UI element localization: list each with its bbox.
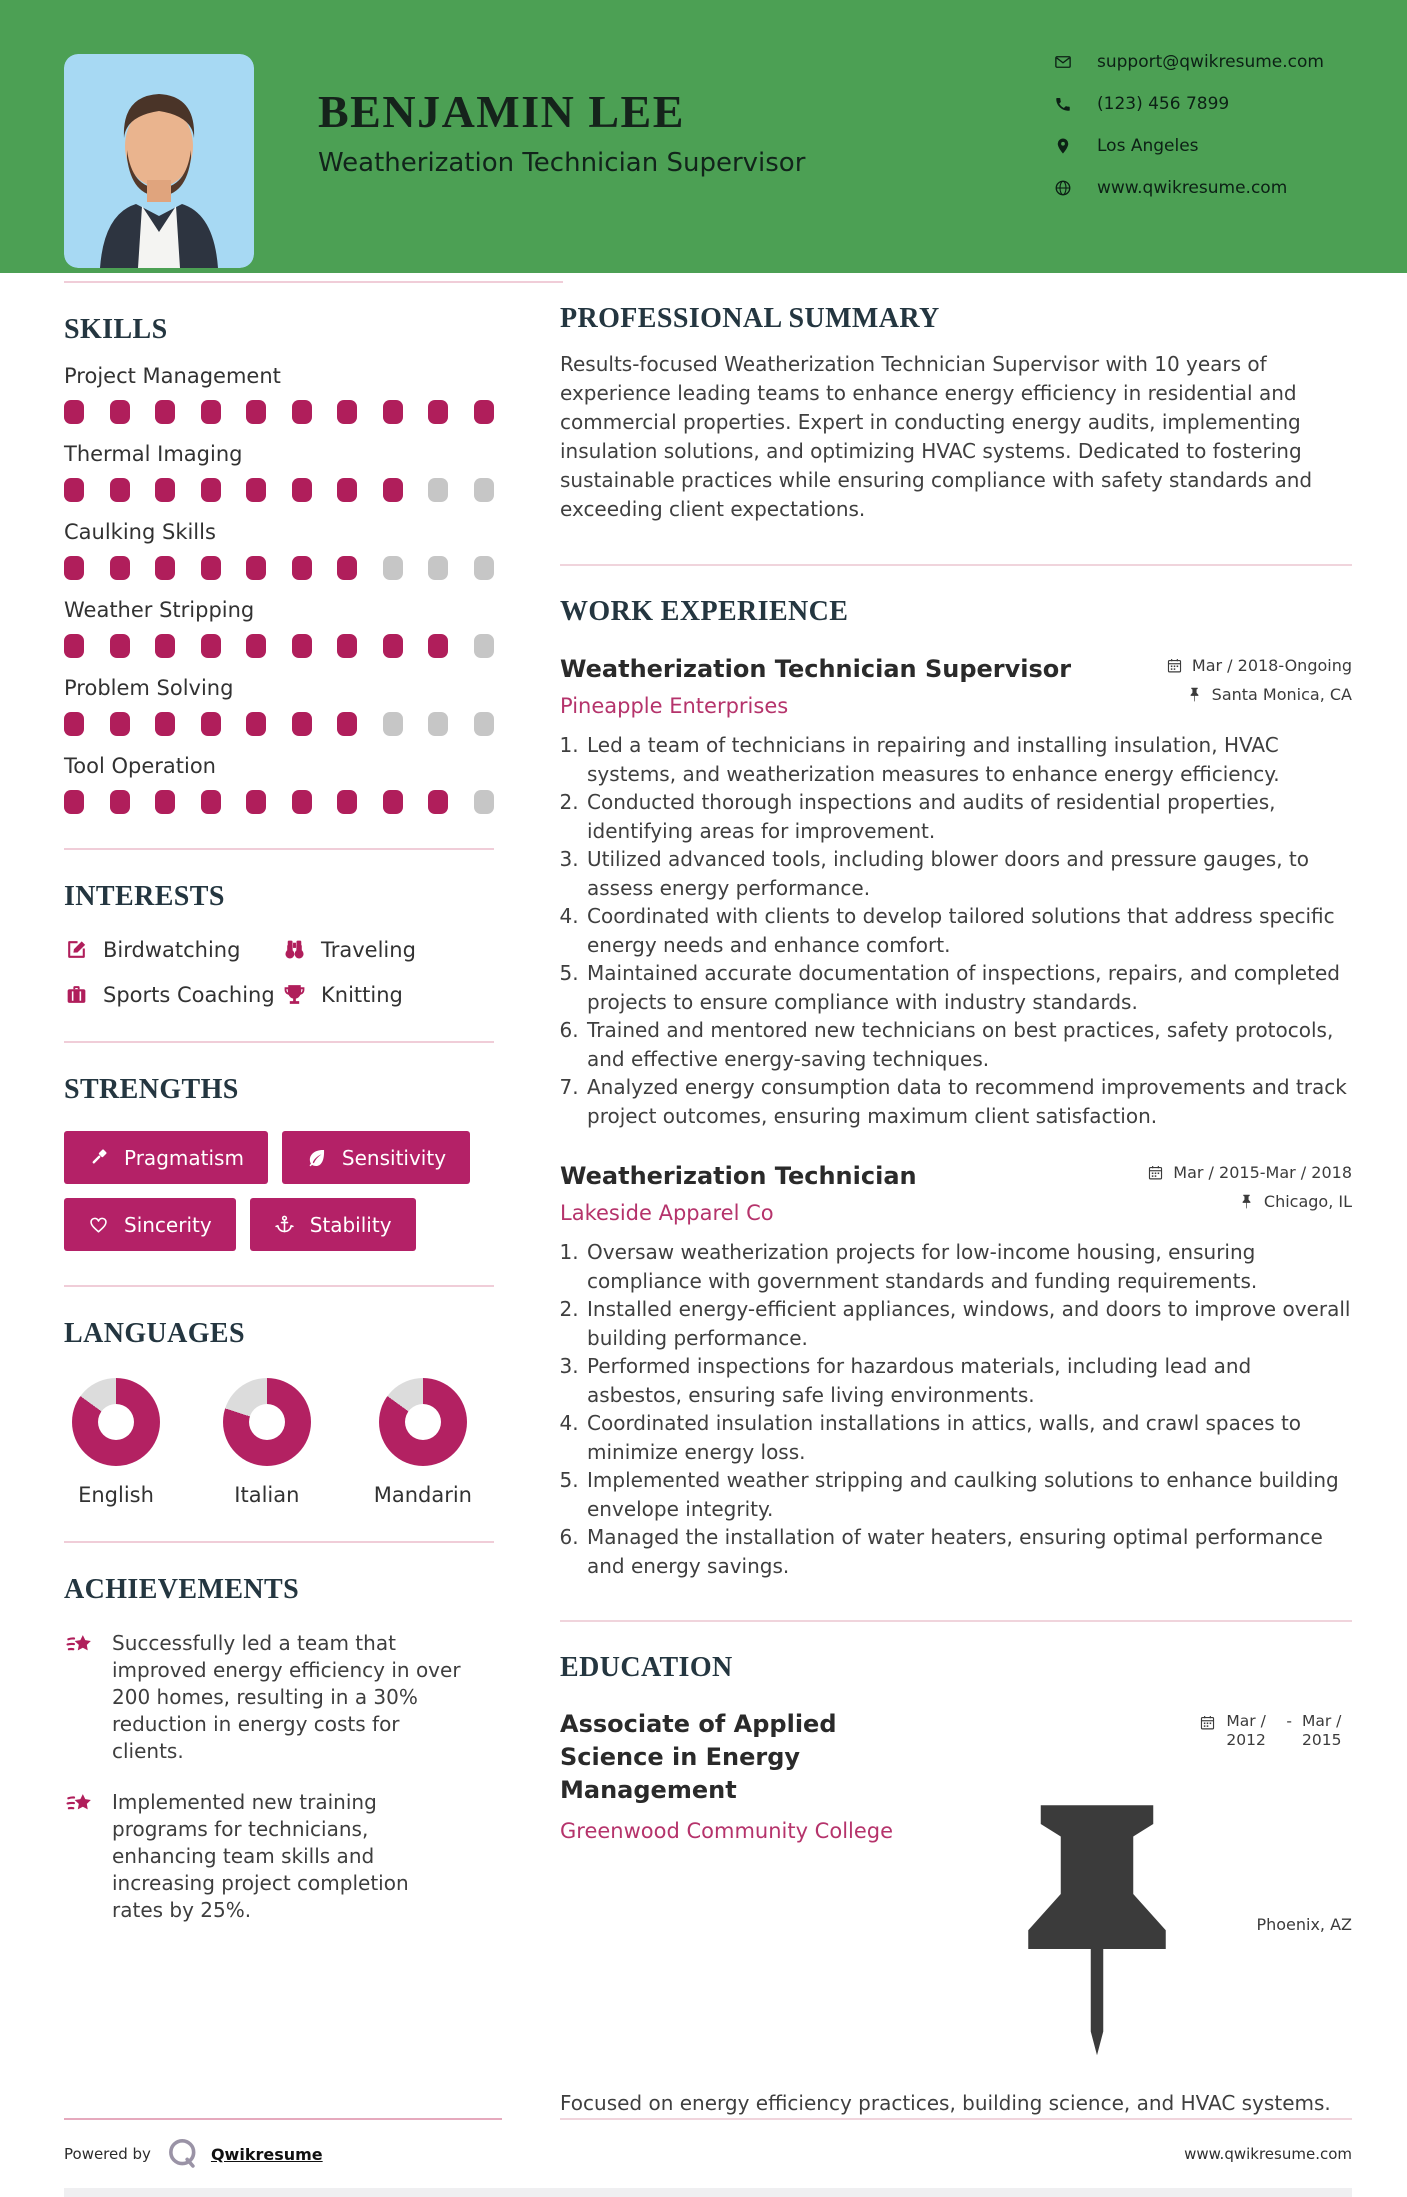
skill-dot [337, 478, 357, 502]
shooting-star-icon [64, 1631, 97, 1662]
job-bullet: 3. Performed inspections for hazardous materials, including lead and asbestos, ensuring safe living environments. [585, 1352, 1352, 1409]
skill-dot [337, 712, 357, 736]
language-label: Mandarin [373, 1483, 472, 1507]
strength-label: Stability [309, 1212, 392, 1237]
education-location: Phoenix, AZ [1256, 1914, 1352, 1934]
skill-dot [246, 790, 266, 814]
skill-dot [110, 556, 130, 580]
interest-item [282, 982, 494, 1007]
job-bullet: 1. Led a team of technicians in repairing and installing insulation, HVAC systems, and weatherization measures to enhance energy efficiency. [585, 731, 1352, 788]
job-location-row [1238, 1192, 1352, 1211]
job-bullet: 5. Maintained accurate documentation of inspections, repairs, and completed projects to ensure compliance with industry standards. [585, 959, 1352, 1016]
job-title: Weatherization Technician Supervisor [560, 655, 1072, 683]
skill-item [64, 754, 494, 814]
strength-badge [282, 1131, 470, 1184]
skill-item [64, 442, 494, 502]
job-bullet: 5. Implemented weather stripping and caulking solutions to enhance building envelope integrity. [585, 1466, 1352, 1523]
skill-dot [64, 712, 84, 736]
contact-text: support@qwikresume.com [1097, 52, 1324, 72]
skill-rating [64, 634, 494, 658]
skill-dot [201, 790, 221, 814]
language-donut [223, 1378, 311, 1466]
interests-list [64, 937, 494, 1007]
pin-icon [947, 1774, 1247, 2074]
interest-label: Knitting [321, 982, 403, 1007]
person-title: Weatherization Technician Supervisor [318, 148, 806, 179]
main-content [0, 273, 1407, 2118]
skill-dot [337, 634, 357, 658]
trophy-icon [282, 982, 307, 1007]
skill-dot [246, 634, 266, 658]
contact-text: (123) 456 7899 [1097, 94, 1230, 114]
footer-dividers [64, 2118, 1352, 2120]
skill-dot [64, 634, 84, 658]
email-icon [1054, 53, 1072, 71]
skills-heading: SKILLS [64, 314, 168, 345]
jobs-list [560, 653, 1352, 1580]
phone-icon [1054, 95, 1072, 113]
person-name: BENJAMIN LEE [318, 86, 685, 137]
skill-dot [474, 400, 494, 424]
brand-link[interactable]: Qwikresume [210, 2144, 323, 2164]
skill-dot [155, 400, 175, 424]
education-description: Focused on energy efficiency practices, building science, and HVAC systems. [560, 2091, 1331, 2115]
job-bullets [560, 1238, 1352, 1580]
languages-heading: LANGUAGES [64, 1318, 245, 1349]
skills-list [64, 364, 494, 814]
skill-dot [201, 556, 221, 580]
job-meta [1147, 1160, 1352, 1211]
language-donut [379, 1378, 467, 1466]
education-meta [947, 1708, 1352, 2074]
calendar-icon [1166, 657, 1183, 674]
achievement-text: Implemented new training programs for technicians, enhancing team skills and increasing project completion rates by 25%. [112, 1790, 409, 1922]
skill-dot [292, 712, 312, 736]
strength-badge [64, 1198, 236, 1251]
section-divider [560, 564, 1352, 566]
skill-label: Problem Solving [64, 676, 234, 700]
skill-label: Caulking Skills [64, 520, 216, 544]
skill-dot [292, 634, 312, 658]
skill-dot [110, 634, 130, 658]
achievement-item [64, 1789, 494, 1924]
skill-dot [64, 790, 84, 814]
skill-dot [201, 712, 221, 736]
pin-icon [1238, 1193, 1255, 1210]
shooting-star-icon [64, 1790, 97, 1821]
heart-icon [88, 1214, 109, 1235]
skill-dot [383, 400, 403, 424]
job-bullet: 6. Trained and mentored new technicians on best practices, safety protocols, and effective energy-saving techniques. [585, 1016, 1352, 1073]
job-location: Santa Monica, CA [1211, 685, 1352, 704]
skill-dot [64, 478, 84, 502]
skill-dot [64, 556, 84, 580]
interest-item [64, 937, 282, 962]
skill-dot [474, 556, 494, 580]
job-date: Mar / 2018-Ongoing [1191, 656, 1352, 675]
contact-text: www.qwikresume.com [1097, 178, 1288, 198]
job-date: Mar / 2015-Mar / 2018 [1173, 1163, 1352, 1182]
footer-divider-right [560, 2118, 1352, 2120]
skill-dot [155, 712, 175, 736]
globe-icon [1054, 179, 1072, 197]
job-date-row [1147, 1163, 1352, 1182]
skill-rating [64, 712, 494, 736]
job-bullet: 4. Coordinated with clients to develop tailored solutions that address specific energy needs and enhance comfort. [585, 902, 1352, 959]
job-company: Pineapple Enterprises [560, 694, 789, 718]
skill-dot [383, 556, 403, 580]
degree-title: Associate of Applied Science in Energy Management [560, 1710, 837, 1804]
language-label: English [78, 1483, 154, 1507]
content-column [560, 273, 1352, 2118]
skill-dot [428, 712, 448, 736]
briefcase-icon [64, 982, 89, 1007]
education-date-row [1199, 1712, 1352, 1750]
location-icon [1054, 137, 1072, 155]
skill-label: Thermal Imaging [64, 442, 243, 466]
languages-list [72, 1378, 472, 1507]
language-item [223, 1378, 311, 1507]
job-location-row [1186, 685, 1352, 704]
skill-dot [292, 478, 312, 502]
education-location-row [947, 1774, 1352, 2074]
calendar-icon [1147, 1164, 1164, 1181]
section-divider [64, 1285, 494, 1287]
skill-item [64, 598, 494, 658]
skill-dot [337, 790, 357, 814]
job-entry [560, 1160, 1352, 1580]
pin-icon [1186, 686, 1203, 703]
job-bullet: 6. Managed the installation of water heaters, ensuring optimal performance and energy savings. [585, 1523, 1352, 1580]
skill-dot [383, 478, 403, 502]
skill-label: Weather Stripping [64, 598, 255, 622]
job-bullet: 1. Oversaw weatherization projects for low-income housing, ensuring compliance with government standards and funding requirements. [585, 1238, 1352, 1295]
skill-dot [428, 478, 448, 502]
skill-item [64, 364, 494, 424]
job-bullet: 7. Analyzed energy consumption data to recommend improvements and track project outcomes, ensuring maximum client satisfaction. [585, 1073, 1352, 1130]
interest-label: Traveling [321, 937, 416, 962]
skill-dot [155, 478, 175, 502]
achievements-list [64, 1630, 494, 1924]
achievement-item [64, 1630, 494, 1765]
skill-dot [155, 634, 175, 658]
job-location: Chicago, IL [1263, 1192, 1352, 1211]
skill-label: Project Management [64, 364, 281, 388]
skill-dot [383, 712, 403, 736]
skill-dot [246, 556, 266, 580]
page-edge [64, 2188, 1352, 2197]
skill-dot [155, 790, 175, 814]
header-divider [64, 281, 563, 283]
skill-dot [110, 400, 130, 424]
skill-dot [64, 400, 84, 424]
skill-dot [474, 790, 494, 814]
skill-dot [383, 634, 403, 658]
skill-rating [64, 790, 494, 814]
profile-photo [64, 54, 254, 268]
footer-website: www.qwikresume.com [1184, 2145, 1352, 2163]
skill-label: Tool Operation [64, 754, 216, 778]
education-date-start: Mar / 2012 [1226, 1712, 1266, 1749]
job-header [560, 653, 1352, 718]
job-meta [1166, 653, 1352, 704]
section-divider [560, 1620, 1352, 1622]
pencil-icon [64, 937, 89, 962]
sidebar [64, 273, 494, 1924]
section-divider [64, 848, 494, 850]
education-heading: EDUCATION [560, 1652, 733, 1683]
strength-label: Sensitivity [341, 1145, 447, 1170]
contact-list [1054, 52, 1352, 198]
education-left [560, 1708, 947, 1843]
skill-dot [201, 634, 221, 658]
language-donut [72, 1378, 160, 1466]
skill-dot [337, 556, 357, 580]
education-date-separator: - [1286, 1712, 1292, 1730]
job-header [560, 1160, 1352, 1225]
footer-divider-left [64, 2118, 502, 2120]
skill-dot [246, 712, 266, 736]
interest-label: Birdwatching [103, 937, 241, 962]
language-item [374, 1378, 472, 1507]
job-bullet: 3. Utilized advanced tools, including blower doors and pressure gauges, to assess energy performance. [585, 845, 1352, 902]
anchor-icon [274, 1214, 295, 1235]
skill-dot [292, 556, 312, 580]
skill-item [64, 520, 494, 580]
skill-dot [110, 790, 130, 814]
interests-heading: INTERESTS [64, 881, 225, 912]
strengths-list [64, 1131, 504, 1251]
achievement-text: Successfully led a team that improved energy efficiency in over 200 homes, resulting in a 30% reduction in energy costs for clients. [112, 1631, 461, 1763]
contact-text: Los Angeles [1097, 136, 1199, 156]
job-entry [560, 653, 1352, 1130]
skill-dot [110, 712, 130, 736]
section-divider [64, 1541, 494, 1543]
job-bullet: 2. Installed energy-efficient appliances, windows, and doors to improve overall building performance. [585, 1295, 1352, 1352]
skill-rating [64, 556, 494, 580]
school-name: Greenwood Community College [560, 1819, 894, 1843]
skill-rating [64, 400, 494, 424]
language-item [72, 1378, 160, 1507]
language-label: Italian [234, 1483, 300, 1507]
skill-dot [428, 634, 448, 658]
skill-dot [428, 556, 448, 580]
interest-item [282, 937, 494, 962]
job-title: Weatherization Technician [560, 1162, 917, 1190]
strength-label: Pragmatism [124, 1145, 244, 1170]
section-divider [64, 1041, 494, 1043]
contact-item [1054, 94, 1352, 114]
skill-dot [292, 790, 312, 814]
education-entry [560, 1708, 1352, 2074]
job-bullet: 2. Conducted thorough inspections and audits of residential properties, identifying areas for improvement. [585, 788, 1352, 845]
summary-heading: PROFESSIONAL SUMMARY [560, 303, 940, 334]
skill-dot [474, 478, 494, 502]
binoculars-icon [282, 937, 307, 962]
job-title-block [560, 1160, 917, 1225]
interest-item [64, 982, 282, 1007]
education-date-end: Mar / 2015 [1302, 1712, 1342, 1749]
skill-dot [246, 400, 266, 424]
skill-dot [155, 556, 175, 580]
summary-text: Results-focused Weatherization Technician Supervisor with 10 years of experience leading teams to enhance energy efficiency in residential and commercial properties. Expert in conducting energy audits, implementing insulation solutions, and optimizing HVAC systems. Dedicated to fostering sustainable practices while ensuring compliance with safety standards and exceeding client expectations. [560, 352, 1313, 521]
strength-label: Sincerity [124, 1212, 212, 1237]
strength-badge [250, 1198, 416, 1251]
strengths-heading: STRENGTHS [64, 1074, 239, 1105]
header-band [0, 0, 1407, 273]
job-date-row [1166, 656, 1352, 675]
skill-dot [337, 400, 357, 424]
skill-dot [110, 478, 130, 502]
skill-dot [201, 478, 221, 502]
skill-dot [383, 790, 403, 814]
achievements-heading: ACHIEVEMENTS [64, 1574, 300, 1605]
powered-by-label: Powered by [64, 2145, 151, 2163]
experience-heading: WORK EXPERIENCE [560, 596, 849, 627]
job-title-block [560, 653, 1071, 718]
skill-dot [474, 712, 494, 736]
skill-rating [64, 478, 494, 502]
interest-label: Sports Coaching [103, 982, 275, 1007]
job-bullet: 4. Coordinated insulation installations in attics, walls, and crawl spaces to minimize energy loss. [585, 1409, 1352, 1466]
job-bullets [560, 731, 1352, 1130]
footer [0, 2118, 1407, 2197]
contact-item [1054, 178, 1352, 198]
skill-dot [428, 790, 448, 814]
skill-dot [246, 478, 266, 502]
contact-item [1054, 136, 1352, 156]
contact-item [1054, 52, 1352, 72]
skill-dot [201, 400, 221, 424]
skill-dot [474, 634, 494, 658]
job-company: Lakeside Apparel Co [560, 1201, 774, 1225]
strength-badge [64, 1131, 268, 1184]
calendar-icon [1199, 1714, 1216, 1731]
leaf-icon [306, 1147, 327, 1168]
gavel-icon [88, 1147, 109, 1168]
qwikresume-logo [165, 2136, 201, 2172]
skill-dot [428, 400, 448, 424]
skill-item [64, 676, 494, 736]
skill-dot [292, 400, 312, 424]
